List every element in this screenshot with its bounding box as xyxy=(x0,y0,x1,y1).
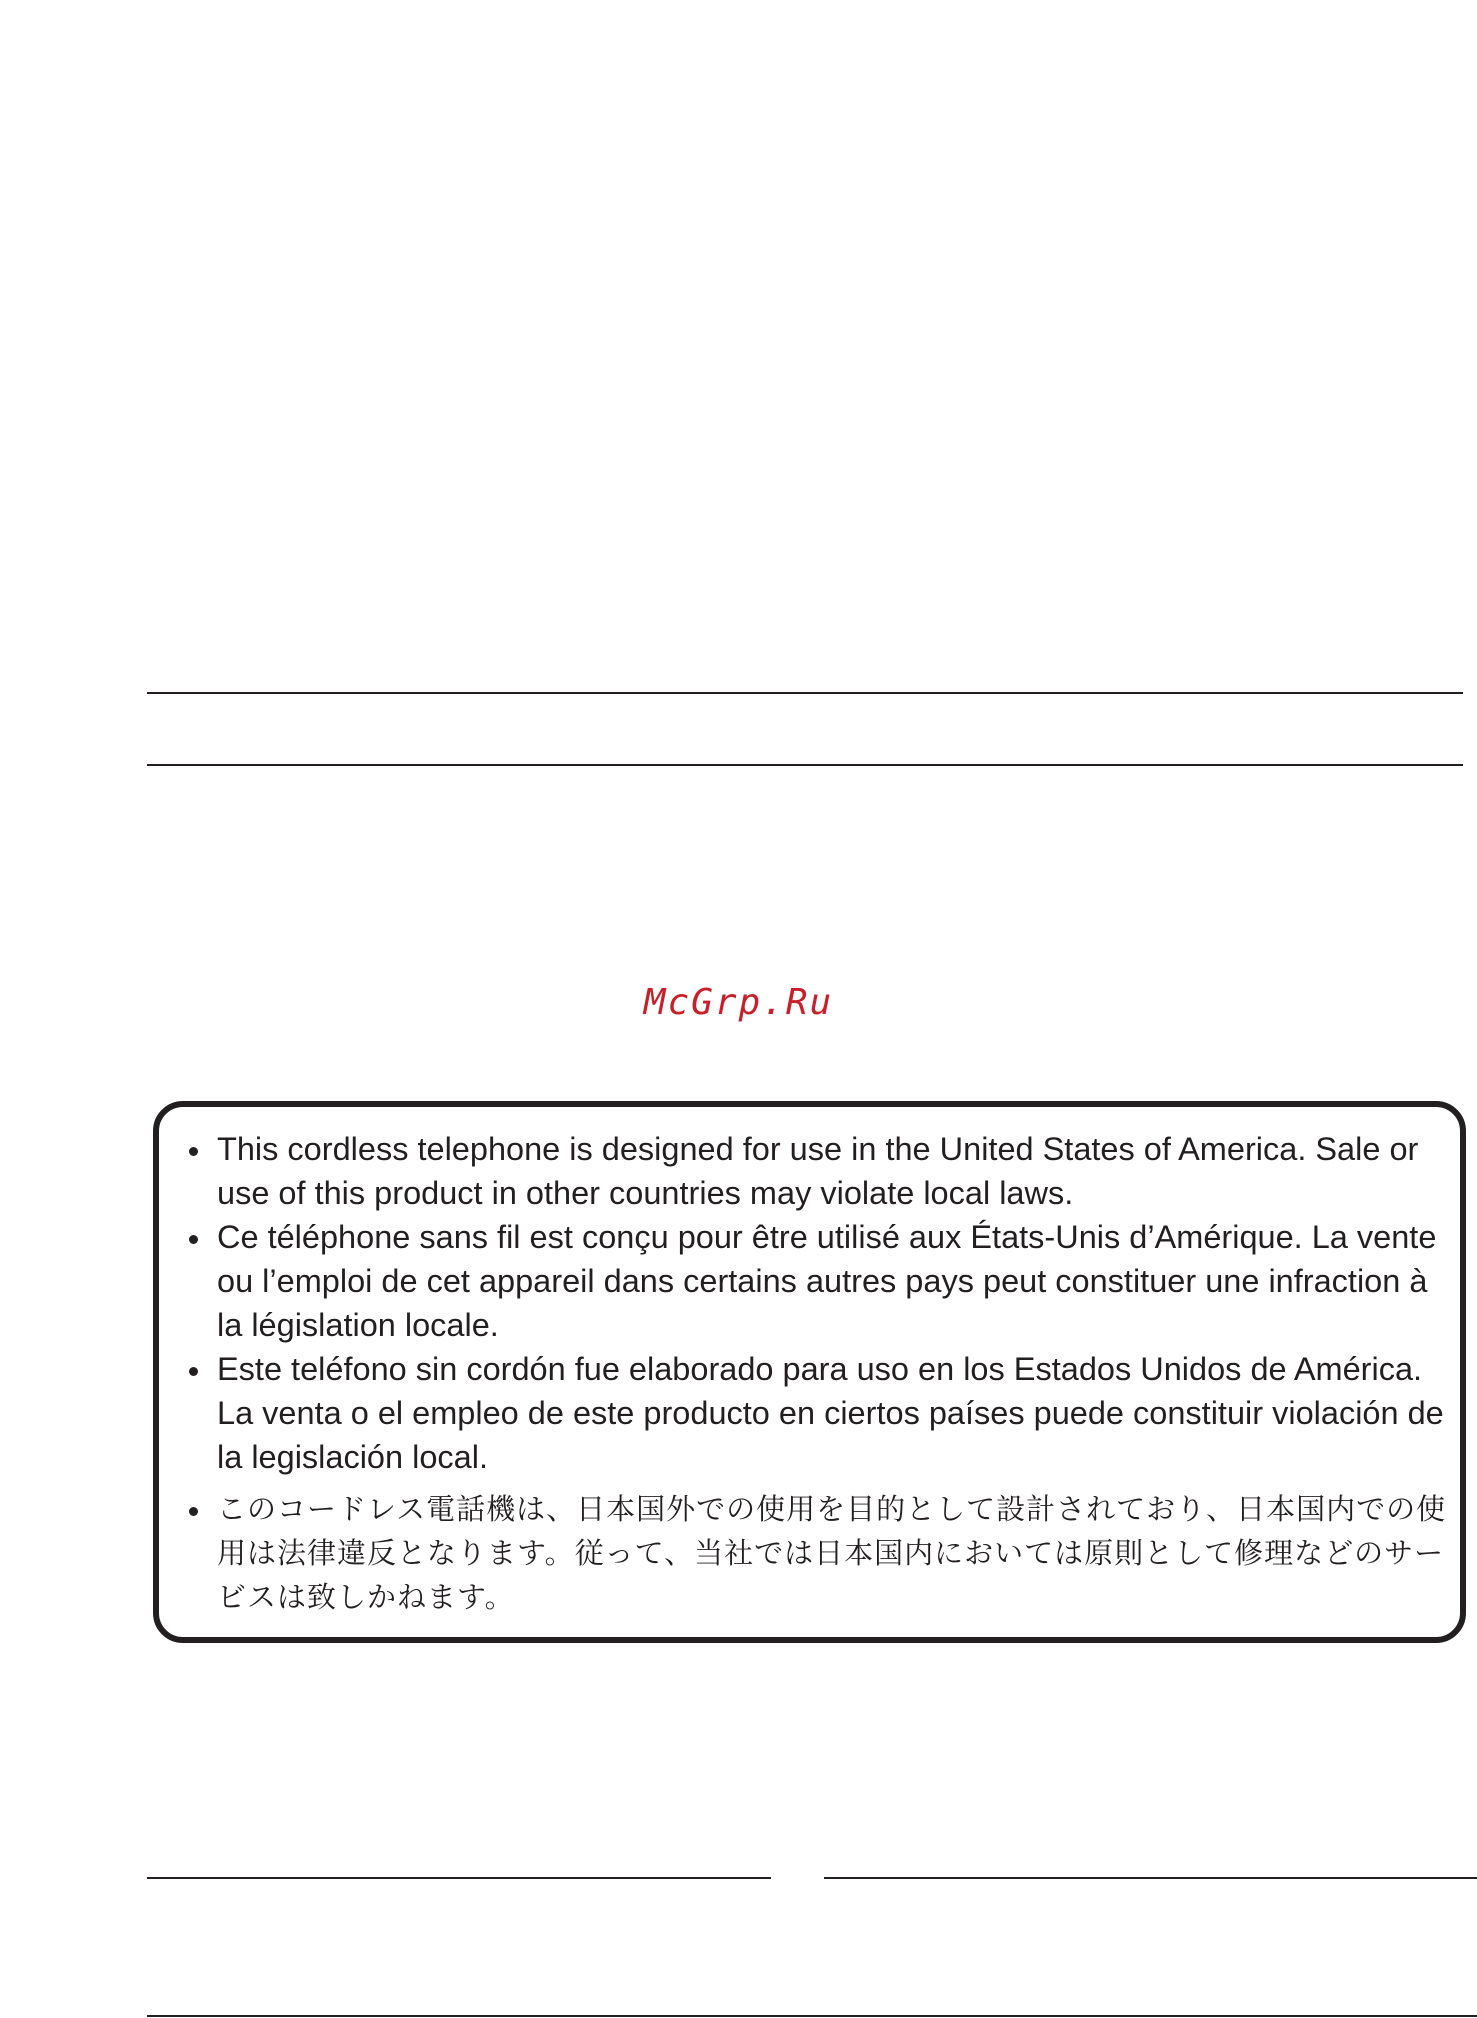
notice-text-french: Ce téléphone sans fil est conçu pour être utilisé aux États-Unis d’Amérique. La vente ou l’emploi de cet appareil dans certains autres pays peut constituer une infraction à la législation locale. xyxy=(217,1219,1437,1343)
watermark-text: McGrp.Ru xyxy=(643,982,834,1023)
notice-item-japanese xyxy=(159,1487,1450,1619)
bullet-icon xyxy=(189,1367,198,1376)
regional-notice-box xyxy=(153,1101,1466,1643)
bullet-icon xyxy=(189,1507,198,1516)
divider-bottom-full xyxy=(147,2015,1477,2017)
notice-text-japanese: このコードレス電話機は、日本国外での使用を目的として設計されており、日本国内での使用は法律違反となります。従って、当社では日本国内においては原則として修理などのサービスは致しかねます。 xyxy=(217,1492,1447,1614)
notice-list xyxy=(159,1107,1460,1619)
notice-item-french xyxy=(159,1215,1450,1347)
bullet-icon xyxy=(189,1235,198,1244)
divider-bottom-left xyxy=(147,1877,771,1879)
notice-item-english xyxy=(159,1127,1450,1215)
divider-bottom-right xyxy=(824,1877,1477,1879)
notice-text-spanish: Este teléfono sin cordón fue elaborado para uso en los Estados Unidos de América. La venta o el empleo de este producto en ciertos países puede constituir violación de la legislación local. xyxy=(217,1351,1444,1475)
bullet-icon xyxy=(189,1147,198,1156)
notice-item-spanish xyxy=(159,1347,1450,1479)
notice-text-english: This cordless telephone is designed for use in the United States of America. Sale or use of this product in other countries may violate local laws. xyxy=(217,1131,1419,1211)
divider-top-2 xyxy=(147,764,1463,766)
divider-top-1 xyxy=(147,692,1463,694)
